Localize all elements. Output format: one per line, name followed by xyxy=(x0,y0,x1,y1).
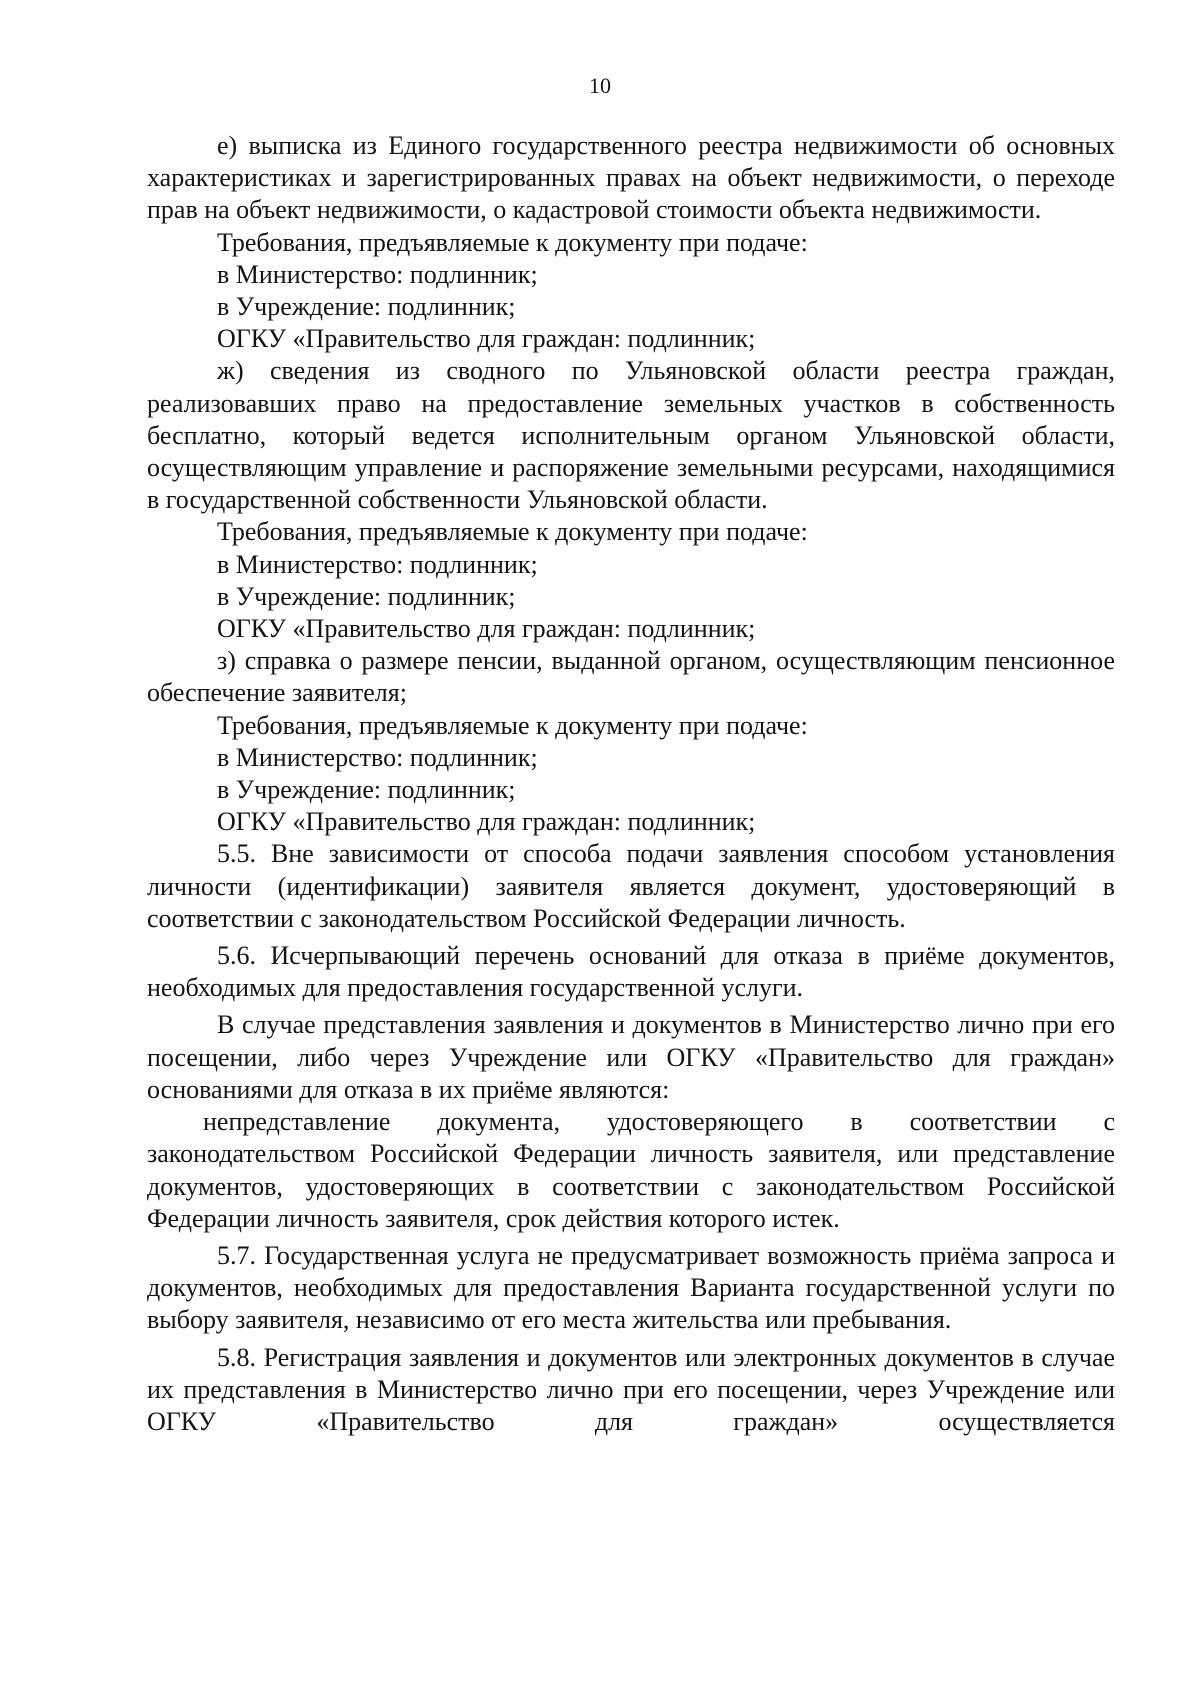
requirement-ministry: в Министерство: подлинник; xyxy=(217,549,538,579)
section-5-6: 5.6. Исчерпывающий перечень оснований для отказа в приёме документов, необходимых для предоставления государственной услуги. xyxy=(147,941,1115,1003)
requirements-heading: Требования, предъявляемые к документу при подаче: xyxy=(217,227,808,257)
requirement-ministry: в Министерство: подлинник; xyxy=(217,259,538,289)
section-5-5: 5.5. Вне зависимости от способа подачи заявления способом установления личности (идентификации) заявителя является документ, удостоверяющий в соответствии с законодательством Российской Федерации личность. xyxy=(147,839,1115,933)
paragraph-item-zh: ж) сведения из сводного по Ульяновской области реестра граждан, реализовавших право на предоставление земельных участков в собственность бесплатно, который ведется исполнительным органом Ульяновской области, осуществляющим управление и распоряжение земельными ресурсами, находящимися в государственной собственности Ульяновской области. xyxy=(147,356,1115,515)
refusal-ground-item: непредставление документа, удостоверяющего в соответствии с законодательством Российской Федерации личность заявителя, или представление документов, удостоверяющих в соответствии с законодательством Российской Федерации личность заявителя, срок действия которого истек. xyxy=(147,1107,1115,1233)
section-5-7: 5.7. Государственная услуга не предусматривает возможность приёма запроса и документов, необходимых для предоставления Варианта государственной услуги по выбору заявителя, независимо от его места жительства или пребывания. xyxy=(147,1240,1115,1335)
requirements-heading: Требования, предъявляемые к документу при подаче: xyxy=(217,517,808,547)
requirement-institution: в Учреждение: подлинник; xyxy=(217,292,516,322)
paragraph-item-e: е) выписка из Единого государственного реестра недвижимости об основных характеристиках и зарегистрированных правах на объект недвижимости, о переходе прав на объект недвижимости, о кадастровой стоимости объекта недвижимости. xyxy=(147,131,1115,225)
document-body xyxy=(147,130,1115,1438)
requirement-institution: в Учреждение: подлинник; xyxy=(217,581,516,611)
requirement-ogku: ОГКУ «Правительство для граждан: подлинник; xyxy=(217,324,756,354)
requirement-ogku: ОГКУ «Правительство для граждан: подлинник; xyxy=(217,807,756,837)
page-number: 10 xyxy=(589,73,611,98)
requirement-ogku: ОГКУ «Правительство для граждан: подлинник; xyxy=(217,614,756,644)
refusal-grounds-intro: В случае представления заявления и документов в Министерство лично при его посещении, либо через Учреждение или ОГКУ «Правительство для граждан» основаниями для отказа в их приёме являются: xyxy=(147,1010,1115,1104)
requirement-ministry: в Министерство: подлинник; xyxy=(217,742,538,772)
requirement-institution: в Учреждение: подлинник; xyxy=(217,775,516,805)
section-5-8: 5.8. Регистрация заявления и документов или электронных документов в случае их представления в Министерство лично при его посещении, через Учреждение или ОГКУ «Правительство для граждан» осуществляется xyxy=(147,1342,1115,1436)
paragraph-item-z: з) справка о размере пенсии, выданной органом, осуществляющим пенсионное обеспечение заявителя; xyxy=(147,646,1115,708)
requirements-heading: Требования, предъявляемые к документу при подаче: xyxy=(217,710,808,740)
